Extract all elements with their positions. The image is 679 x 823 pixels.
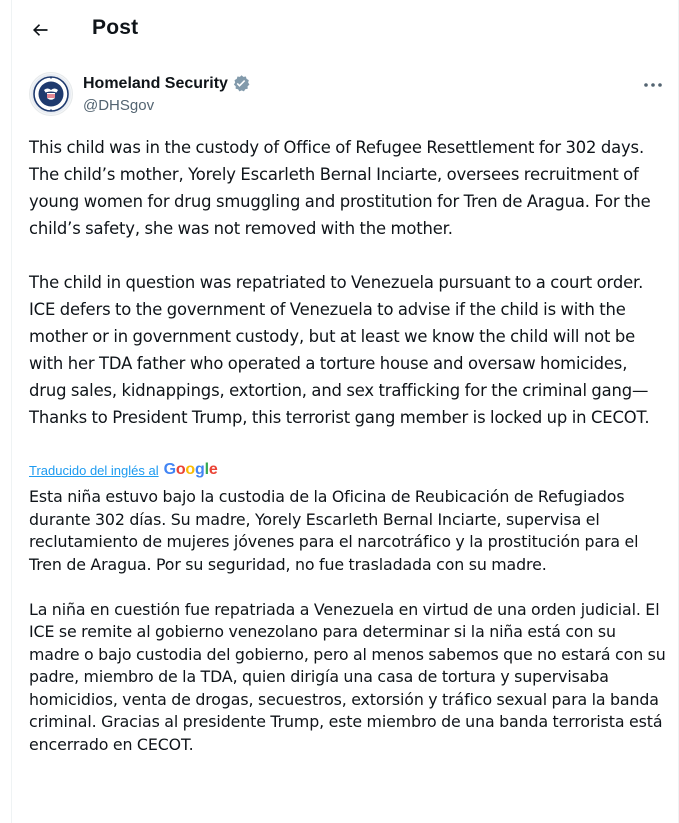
translated-paragraph: La niña en cuestión fue repatriada a Venezuela en virtud de una orden judicial. El ICE se remite al gobierno venezolano para determinar si la niña está con su madre o bajo custodia del gobierno, pero al menos sabemos que no estará con su padre, miembro de la TDA, quien dirigía una casa de tortura y supervisaba homicidios, venta de drogas, secuestros, extorsión y tráfico sexual para la banda criminal. Gracias al presidente Trump, este miembro de una banda terrorista está encerrado en CECOT.	[29, 599, 666, 754]
dhs-seal-icon	[30, 73, 72, 115]
author-name-row[interactable]	[83, 74, 251, 93]
post-paragraph: This child was in the custody of Office of Refugee Resettlement for 302 days. The child’s mother, Yorely Escarleth Bernal Inciarte, oversees recruitment of young women for drug smuggling and prostitution for Tren de Aragua. For the child’s safety, she was not removed with the mother.	[29, 138, 651, 238]
post-paragraph: The child in question was repatriated to Venezuela pursuant to a court order. ICE defers to the government of Venezuela to advise if the child is with the mother or in government custody, but at least we know the child will not be with her TDA father who operated a torture house and oversaw homicides, drug sales, kidnappings, extortion, and sex trafficking for the criminal gang—Thanks to President Trump, this terrorist gang member is locked up in CECOT.	[29, 273, 650, 427]
author-handle[interactable]: @DHSgov	[83, 97, 155, 114]
translated-text	[29, 486, 669, 756]
google-logo: Google	[163, 461, 218, 478]
more-horizontal-icon	[643, 82, 663, 88]
post-page	[11, 0, 679, 823]
post-header	[12, 0, 678, 60]
arrow-left-icon	[30, 20, 50, 40]
translated-paragraph: Esta niña estuvo bajo la custodia de la Oficina de Reubicación de Refugiados durante 302 días. Su madre, Yorely Escarleth Bernal Inciarte, supervisa el reclutamiento de mujeres jóvenes para el narcotráfico y la prostitución para el Tren de Aragua. Por su seguridad, no fue trasladada con su madre.	[29, 487, 639, 574]
post-text	[29, 134, 669, 431]
avatar[interactable]	[29, 72, 73, 116]
page-title: Post	[92, 16, 139, 39]
translation-link[interactable]: Traducido del inglés al	[29, 462, 159, 478]
author-name[interactable]: Homeland Security	[83, 74, 228, 92]
translation-attribution	[29, 461, 218, 479]
more-options-button[interactable]	[640, 76, 666, 94]
verified-badge-icon	[232, 74, 251, 93]
back-button[interactable]	[26, 14, 54, 46]
